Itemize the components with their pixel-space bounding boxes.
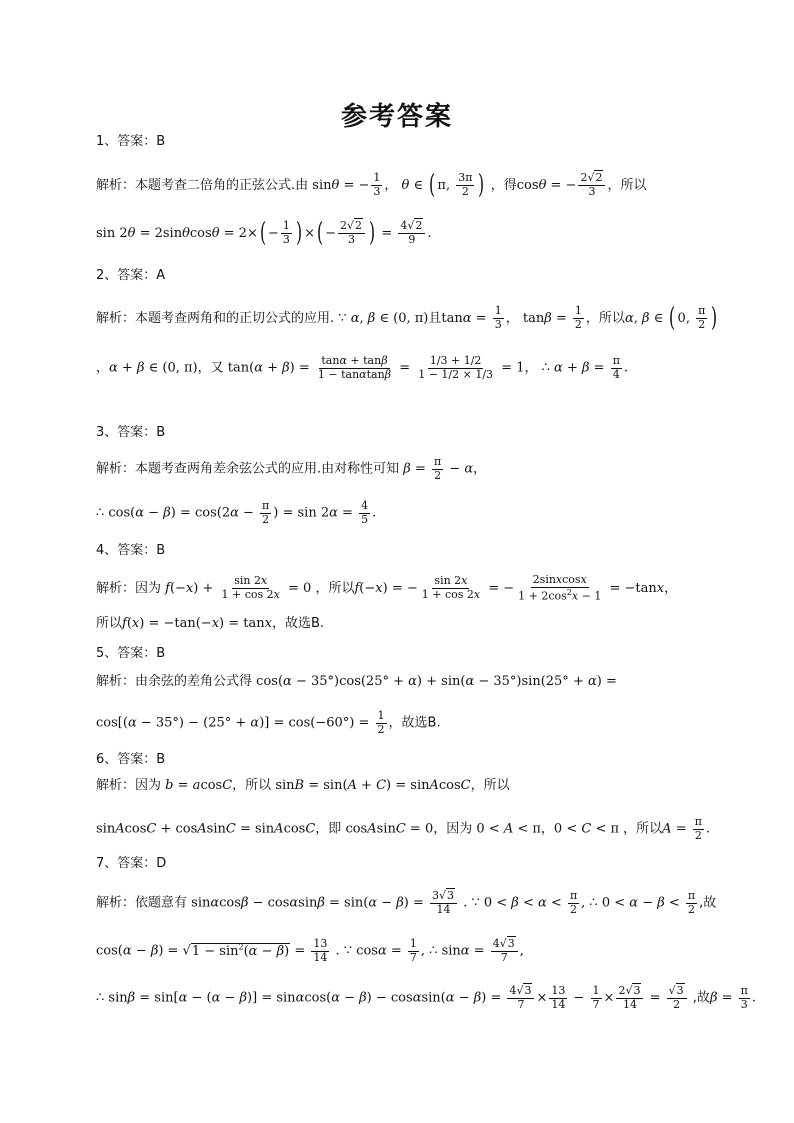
explanation-1-line-2: sin 2θ = 2sinθcosθ = 2×( − $\frac{1}{3}$ ) ×( − $\frac{2√2}{3}$ ) = $\frac{4√2}{9}$ . <box>96 218 432 248</box>
answer-5: 5、答案：B <box>96 646 166 661</box>
answer-3: 3、答案：B <box>96 425 166 440</box>
answer-2: 2、答案：A <box>96 268 166 283</box>
explanation-3-line-1: 解析：本题考查两角差余弦公式的应用.由对称性可知 β = $\frac{\pi}{2}$ − α， <box>96 455 487 482</box>
explanation-6-line-2: sinAcosC + cosAsinC = sinAcosC，即 cosAsinC = 0，因为 0 < A < π，0 < C < π ，所以A = $\frac{\pi}{2}$ . <box>96 815 711 842</box>
explanation-5-line-2: cos[(α − 35°) − (25° + α)] = cos(−60°) = $\frac{1}{2}$ ，故选B. <box>96 709 441 736</box>
explanation-2-line-1: 解析：本题考查两角和的正切公式的应用. ∵ α, β ∈ (0, π)且tanα = $\frac{1}{3}$ ， tanβ = $\frac{1}{2}$ ，所以α, β ∈ ( 0, $\frac{\pi}{2}$ ) <box>96 303 718 333</box>
answer-6: 6、答案：B <box>96 752 166 767</box>
explanation-4-line-2: 所以f(x) = −tan(−x) = tanx，故选B. <box>96 616 325 631</box>
explanation-2-line-2: ，α + β ∈ (0, π)，又 tan(α + β) = $\frac{\tan\alpha + \tan\beta}{1 - \tan\alpha\tan\beta}$ = $\frac{1/3 + 1/2}{1 - 1/2 \times 1/3}$ = 1， ∴ α + β = $\frac{\pi}{4}$ . <box>96 354 629 381</box>
explanation-7-line-3: ∴ sinβ = sin[α − (α − β)] = sinαcos(α − β) − cosαsin(α − β) = $\frac{4√3}{7}$ × $\frac{13}{14}$ − $\frac{1}{7}$ × $\frac{2√3}{14}$ = $\frac{√3}{2}$ ,故β = $\frac{\pi}{3}$ . <box>96 984 756 1011</box>
explanation-4-line-1: 解析：因为 f(−x) + $\frac{\sin 2x}{1 + \cos 2x}$ = 0 ，所以f(−x) = − $\frac{\sin 2x}{1 + \cos 2x}$ = − $\frac{\text{2sinxcosx}}{1 + 2\cos^2x - 1}$ = −tanx， <box>96 573 678 603</box>
explanation-3-line-2: ∴ cos(α − β) = cos(2α − $\frac{\pi}{2}$ ) = sin 2α = $\frac{4}{5}$ . <box>96 499 377 526</box>
explanation-1-line-1: 解析：本题考查二倍角的正弦公式.由 sinθ = − $\frac{1}{3}$ ， θ ∈ ( π, $\frac{3\pi}{2}$ ) ，得cosθ = − $\frac{2√2}{3}$ ，所以 <box>96 170 647 200</box>
answer-1: 1、答案：B <box>96 134 166 149</box>
answer-4: 4、答案：B <box>96 543 166 558</box>
explanation-7-line-2: $\cos(\alpha - \beta) = √1 - \sin^2(\alpha - \beta)$ = $\frac{13}{14}$ . ∵ cosα = $\frac{1}{7}$ , ∴ sinα = $\frac{4√3}{7}$ , <box>96 937 524 964</box>
explanation-7-line-1: 解析：依题意有 sinαcosβ − cosαsinβ = sin(α − β) = $\frac{3√3}{14}$ . ∵ 0 < β < α < $\frac{\pi}{2}$ , ∴ 0 < α − β < $\frac{\pi}{2}$ ,故 <box>96 889 717 916</box>
answer-7: 7、答案：D <box>96 856 167 871</box>
explanation-5-line-1: 解析：由余弦的差角公式得 cos(α − 35°)cos(25° + α) + sin(α − 35°)sin(25° + α) = <box>96 674 617 689</box>
explanation-6-line-1: 解析：因为 b = acosC，所以 sinB = sin(A + C) = sinAcosC，所以 <box>96 778 510 793</box>
page-title: 参考答案 <box>340 102 453 132</box>
